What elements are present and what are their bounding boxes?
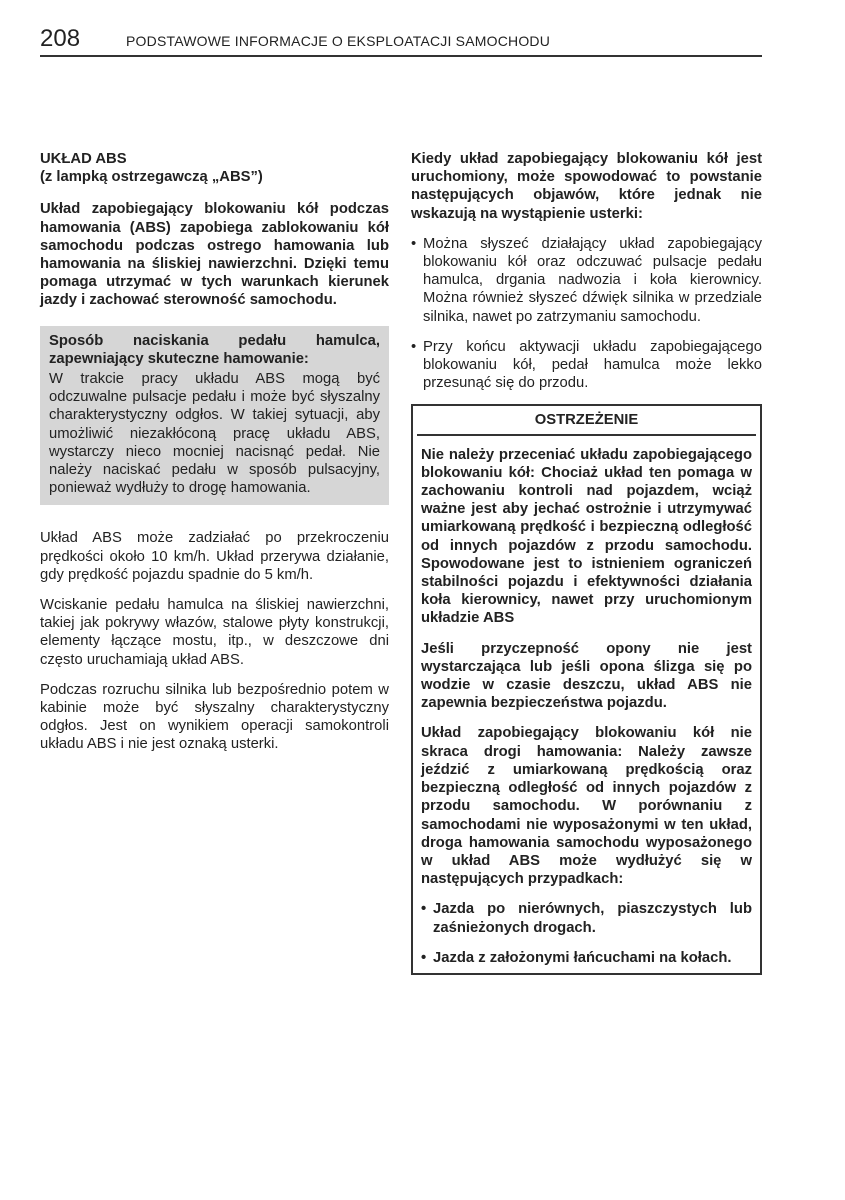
bullet-icon: •	[421, 901, 427, 918]
warning-list	[421, 900, 752, 967]
speed-range-paragraph: Układ ABS może zadziałać po przekroczeniu prędkości około 10 km/h. Układ przerywa działanie, gdy prędkość pojazdu spadnie do 5 km/h.	[40, 530, 389, 583]
right-column	[411, 150, 762, 975]
running-title: PODSTAWOWE INFORMACJE O EKSPLOATACJI SAMOCHODU	[126, 33, 551, 49]
heading-line-2: (z lampką ostrzegawczą „ABS”)	[40, 169, 263, 186]
list-item	[411, 338, 762, 393]
warning-paragraph-3: Układ zapobiegający blokowaniu kół nie skraca drogi hamowania: Należy zawsze jeździć z umiarkowaną prędkością oraz bezpieczną odległość od innych pojazdów z przodu samochodu. W porównaniu z samochodami nie wyposażonymi w ten układ, droga hamowania samochodu wyposażonego w układ ABS może wydłużyć się w następujących przypadkach:	[421, 725, 752, 888]
braking-tip-title: Sposób naciskania pedału hamulca, zapewniający skuteczne hamowanie:	[49, 332, 380, 367]
symptoms-intro-paragraph: Kiedy układ zapobiegający blokowaniu kół jest uruchomiony, może spowodować to powstanie następujących objawów, które jednak nie wskazują na wystąpienie usterki:	[411, 151, 762, 222]
heading-line-1: UKŁAD ABS	[40, 151, 127, 167]
warning-paragraph-1: Nie należy przeceniać układu zapobiegającego blokowaniu kół: Chociaż układ ten pomaga w zachowaniu kontroli nad pojazdem, wciąż ważne jest aby jechać ostrożnie i utrzymywać umiarkowaną prędkość i bezpieczną odległość od innych pojazdów z przodu samochodu. Spowodowane jest to istnieniem ograniczeń stabilności pojazdu i efektywności działania koła kierownicy, nawet przy uruchomionym układzie ABS	[421, 446, 752, 627]
bullet-icon: •	[421, 949, 427, 966]
list-item-text: Jazda z założonymi łańcuchami na kołach.	[433, 949, 732, 966]
bullet-icon: •	[411, 235, 417, 252]
warning-title: OSTRZEŻENIE	[417, 406, 756, 435]
page-number: 208	[40, 25, 81, 52]
warning-box	[411, 404, 762, 974]
braking-tip-box	[40, 326, 389, 506]
left-column	[40, 150, 389, 766]
section-heading	[40, 150, 389, 186]
symptoms-list	[411, 235, 762, 393]
list-item	[421, 900, 752, 936]
page-header	[40, 25, 762, 57]
warning-paragraph-2: Jeśli przyczepność opony nie jest wystarczająca lub jeśli opona ślizga się po wodzie w czasie deszczu, układ ABS nie zapewnia bezpieczeństwa pojazdu.	[421, 640, 752, 712]
list-item	[411, 235, 762, 326]
slippery-surface-paragraph: Wciskanie pedału hamulca na śliskiej nawierzchni, takiej jak pokrywy włazów, stalowe płyty konstrukcji, elementy łączące mostu, itp., w deszczowe dni często uruchamiają układ ABS.	[40, 597, 389, 668]
list-item	[421, 949, 752, 967]
list-item-text: Można słyszeć działający układ zapobiegający blokowaniu kół oraz odczuwać pulsacje pedału hamulca, drgania nadwozia i koła kierownicy. Można również słyszeć dźwięk silnika w przedziale silnika, nawet po zatrzymaniu samochodu.	[423, 235, 762, 325]
self-check-paragraph: Podczas rozruchu silnika lub bezpośrednio potem w kabinie może być słyszalny charakterystyczny odgłos. Jest on wynikiem operacji samokontroli układu ABS i nie jest oznaką usterki.	[40, 681, 389, 753]
braking-tip-body: W trakcie pracy układu ABS mogą być odczuwalne pulsacje pedału i może być słyszalny charakterystyczny odgłos. W takiej sytuacji, aby umożliwić niezakłóconą pracę układu ABS, wystarczy nieco mocniej nacisnąć pedał. Nie należy naciskać pedału w sposób pulsacyjny, ponieważ wydłuży to drogę hamowania.	[49, 371, 380, 497]
list-item-text: Jazda po nierównych, piaszczystych lub zaśnieżonych drogach.	[433, 901, 752, 936]
list-item-text: Przy końcu aktywacji układu zapobiegającego blokowaniu kół, pedał hamulca może lekko przesunąć się do przodu.	[423, 338, 762, 392]
abs-intro-paragraph: Układ zapobiegający blokowaniu kół podczas hamowania (ABS) zapobiega zablokowaniu kół samochodu podczas ostrego hamowania lub hamowania na śliskiej nawierzchni. Dzięki temu pomaga utrzymać w tych warunkach kierunek jazdy i zachować sterowność samochodu.	[40, 201, 389, 309]
bullet-icon: •	[411, 338, 417, 355]
